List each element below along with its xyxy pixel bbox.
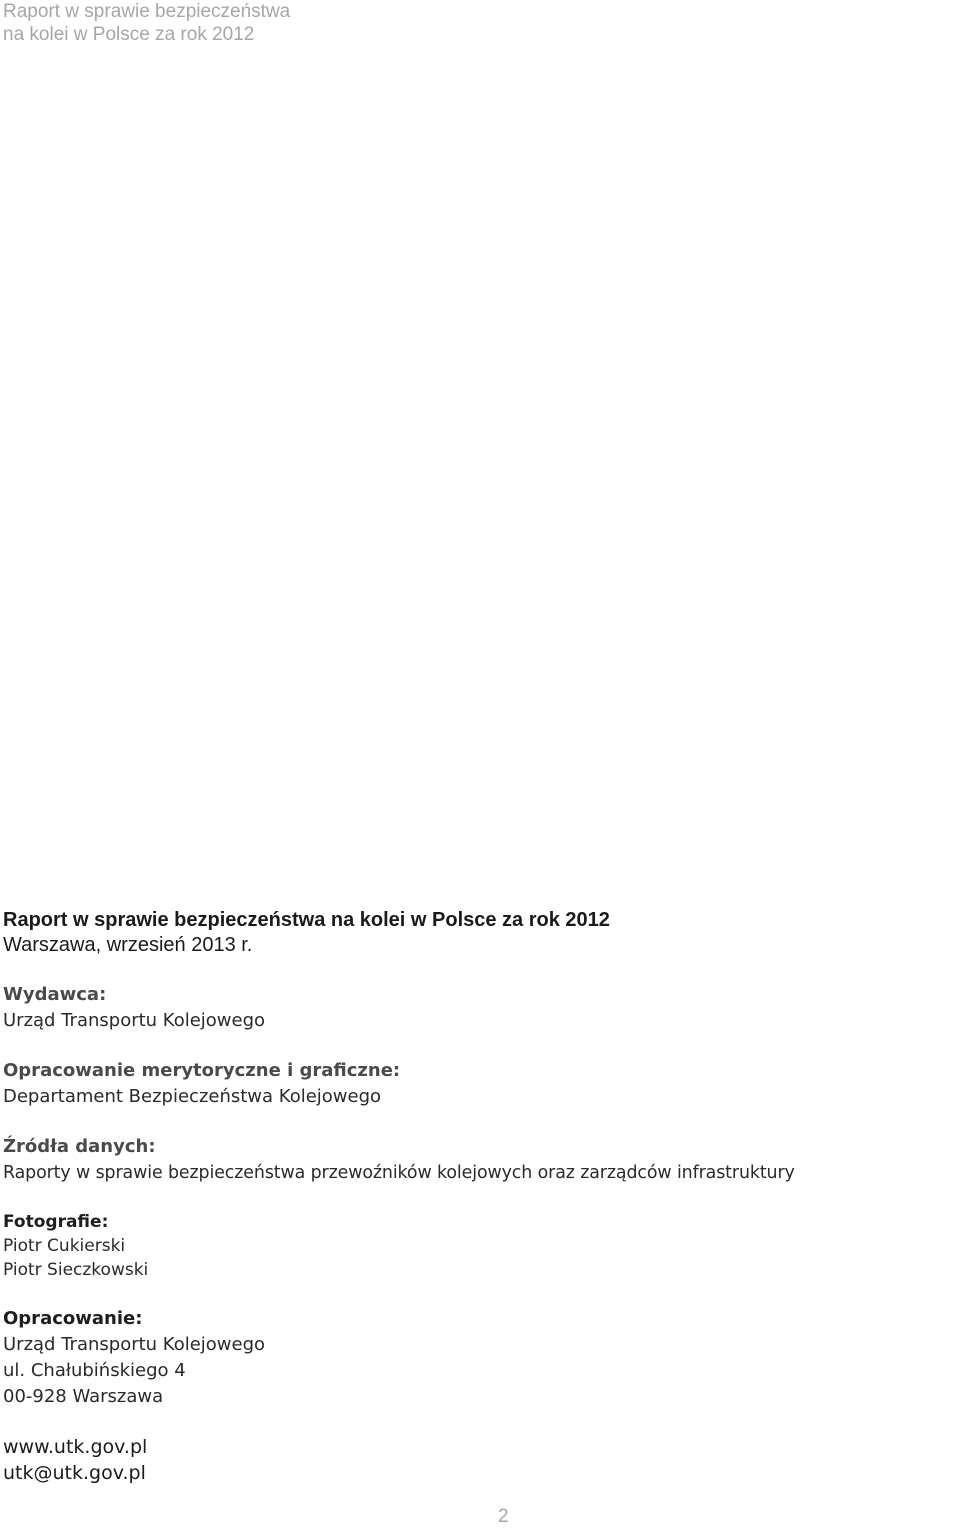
page-number: 2 bbox=[498, 1506, 509, 1527]
prepared-by-line: Urząd Transportu Kolejowego bbox=[3, 1334, 266, 1355]
editorial-label: Opracowanie merytoryczne i graficzne: bbox=[3, 1060, 401, 1081]
website-link[interactable]: www.utk.gov.pl bbox=[3, 1436, 148, 1458]
prepared-by-line: ul. Chałubińskiego 4 bbox=[3, 1360, 186, 1381]
imprint-content bbox=[3, 907, 958, 1486]
prepared-by-section bbox=[3, 1306, 958, 1410]
photos-section bbox=[3, 1210, 958, 1282]
email-link[interactable]: utk@utk.gov.pl bbox=[3, 1462, 146, 1484]
sources-label: Źródła danych: bbox=[3, 1136, 156, 1157]
contact-section bbox=[3, 1434, 958, 1486]
sources-value: Raporty w sprawie bezpieczeństwa przewoźników kolejowych oraz zarządców infrastruktury bbox=[3, 1163, 795, 1183]
running-header-line-2: na kolei w Polsce za rok 2012 bbox=[3, 24, 255, 45]
publication-date: Warszawa, wrzesień 2013 r. bbox=[3, 934, 253, 956]
publisher-section bbox=[3, 982, 958, 1034]
prepared-by-label: Opracowanie: bbox=[3, 1308, 143, 1329]
running-header bbox=[3, 0, 290, 46]
photographer-name: Piotr Sieczkowski bbox=[3, 1260, 149, 1280]
publisher-label: Wydawca: bbox=[3, 984, 107, 1005]
photos-label: Fotografie: bbox=[3, 1212, 109, 1232]
publisher-value: Urząd Transportu Kolejowego bbox=[3, 1010, 266, 1031]
editorial-section bbox=[3, 1058, 958, 1110]
editorial-value: Departament Bezpieczeństwa Kolejowego bbox=[3, 1086, 382, 1107]
report-title: Raport w sprawie bezpieczeństwa na kolei w Polsce za rok 2012 bbox=[3, 909, 610, 931]
prepared-by-line: 00-928 Warszawa bbox=[3, 1386, 164, 1407]
sources-section bbox=[3, 1134, 958, 1186]
photographer-name: Piotr Cukierski bbox=[3, 1236, 126, 1256]
running-header-line-1: Raport w sprawie bezpieczeństwa bbox=[3, 1, 291, 22]
